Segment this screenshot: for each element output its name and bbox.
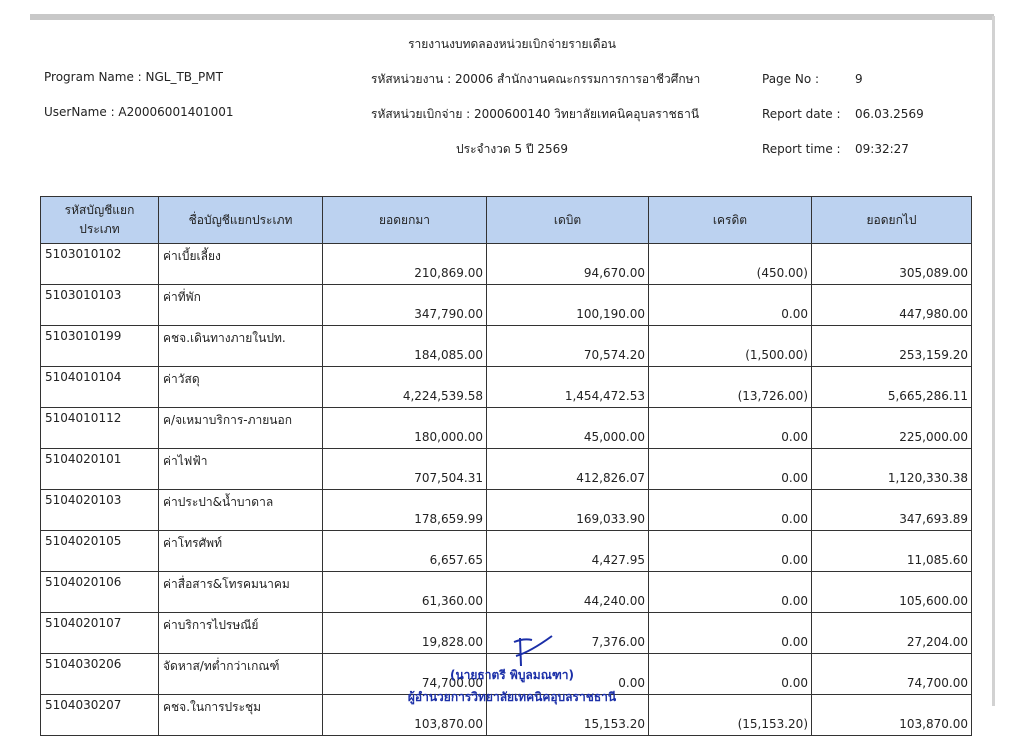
cell-debit: 412,826.07 [487, 449, 649, 490]
cell-account-name: คชจ.ในการประชุม [159, 695, 323, 736]
table-row [41, 531, 972, 572]
cell-credit: 0.00 [649, 285, 812, 326]
cell-opening-balance: 210,869.00 [323, 244, 487, 285]
cell-opening-balance: 184,085.00 [323, 326, 487, 367]
header-debit: เดบิต [487, 197, 649, 244]
header-account-name: ชื่อบัญชีแยกประเภท [159, 197, 323, 244]
table-row [41, 613, 972, 654]
cell-closing-balance: 1,120,330.38 [812, 449, 972, 490]
cell-closing-balance: 5,665,286.11 [812, 367, 972, 408]
cell-account-name: ค่าเบี้ยเลี้ยง [159, 244, 323, 285]
table-row [41, 367, 972, 408]
cell-account-name: ค่าประปา&น้ำบาดาล [159, 490, 323, 531]
cell-closing-balance: 27,204.00 [812, 613, 972, 654]
cell-credit: (1,500.00) [649, 326, 812, 367]
disbursing-unit-line: รหัสหน่วยเบิกจ่าย : 2000600140 วิทยาลัยเทคนิคอุบลราชธานี [371, 107, 700, 121]
report-time-value: 09:32:27 [855, 142, 909, 156]
cell-credit: 0.00 [649, 490, 812, 531]
cell-credit: 0.00 [649, 572, 812, 613]
cell-opening-balance: 180,000.00 [323, 408, 487, 449]
signatory-name: (นายธาตรี พิบูลมณฑา) [449, 668, 575, 682]
cell-closing-balance: 74,700.00 [812, 654, 972, 695]
cell-debit: 94,670.00 [487, 244, 649, 285]
cell-account-code: 5104020103 [41, 490, 159, 531]
cell-credit: (15,153.20) [649, 695, 812, 736]
report-period: ประจำงวด 5 ปี 2569 [456, 142, 568, 156]
cell-credit: 0.00 [649, 408, 812, 449]
table-header-row [41, 197, 972, 244]
cell-closing-balance: 225,000.00 [812, 408, 972, 449]
cell-debit: 100,190.00 [487, 285, 649, 326]
cell-credit: 0.00 [649, 449, 812, 490]
cell-account-name: คชจ.เดินทางภายในปท. [159, 326, 323, 367]
cell-opening-balance: 707,504.31 [323, 449, 487, 490]
scan-edge-right [992, 16, 995, 706]
cell-account-name: ค่าวัสดุ [159, 367, 323, 408]
signatory-position: ผู้อำนวยการวิทยาลัยเทคนิคอุบลราชธานี [407, 690, 617, 704]
scan-edge-top [30, 14, 994, 20]
page-no-label: Page No : [762, 72, 820, 86]
cell-debit: 45,000.00 [487, 408, 649, 449]
table-row [41, 490, 972, 531]
header-credit: เครดิต [649, 197, 812, 244]
cell-credit: (13,726.00) [649, 367, 812, 408]
cell-account-code: 5104010104 [41, 367, 159, 408]
cell-opening-balance: 61,360.00 [323, 572, 487, 613]
table-row [41, 285, 972, 326]
cell-account-code: 5104020101 [41, 449, 159, 490]
page-no-value: 9 [855, 72, 863, 86]
header-closing-balance: ยอดยกไป [812, 197, 972, 244]
cell-opening-balance: 103,870.00 [323, 695, 487, 736]
table-row [41, 572, 972, 613]
cell-debit: 1,454,472.53 [487, 367, 649, 408]
table-row [41, 449, 972, 490]
cell-closing-balance: 11,085.60 [812, 531, 972, 572]
signature-scribble [510, 632, 556, 668]
cell-credit: 0.00 [649, 613, 812, 654]
program-name: Program Name : NGL_TB_PMT [44, 70, 223, 84]
cell-account-code: 5104030206 [41, 654, 159, 695]
cell-closing-balance: 447,980.00 [812, 285, 972, 326]
cell-closing-balance: 253,159.20 [812, 326, 972, 367]
cell-closing-balance: 103,870.00 [812, 695, 972, 736]
header-account-code: รหัสบัญชีแยกประเภท [41, 197, 159, 244]
cell-opening-balance: 6,657.65 [323, 531, 487, 572]
trial-balance-table [40, 196, 972, 736]
report-title: รายงานงบทดลองหน่วยเบิกจ่ายรายเดือน [408, 37, 616, 51]
table-row [41, 244, 972, 285]
cell-account-name: จัดหาส/ทต่ำกว่าเกณฑ์ [159, 654, 323, 695]
cell-debit: 7,376.00 [487, 613, 649, 654]
cell-account-name: ค่าไฟฟ้า [159, 449, 323, 490]
cell-account-code: 5104030207 [41, 695, 159, 736]
cell-account-code: 5103010199 [41, 326, 159, 367]
cell-opening-balance: 178,659.99 [323, 490, 487, 531]
cell-opening-balance: 74,700.00 [323, 654, 487, 695]
cell-closing-balance: 347,693.89 [812, 490, 972, 531]
cell-account-code: 5104020106 [41, 572, 159, 613]
user-name: UserName : A20006001401001 [44, 105, 234, 119]
cell-debit: 169,033.90 [487, 490, 649, 531]
cell-debit: 70,574.20 [487, 326, 649, 367]
cell-debit: 4,427.95 [487, 531, 649, 572]
cell-account-code: 5103010103 [41, 285, 159, 326]
cell-credit: 0.00 [649, 531, 812, 572]
cell-credit: 0.00 [649, 654, 812, 695]
table-row [41, 408, 972, 449]
cell-account-code: 5104020105 [41, 531, 159, 572]
cell-account-name: ค่าบริการไปรษณีย์ [159, 613, 323, 654]
cell-opening-balance: 4,224,539.58 [323, 367, 487, 408]
cell-opening-balance: 19,828.00 [323, 613, 487, 654]
report-date-label: Report date : [762, 107, 841, 121]
cell-account-name: ค่าสื่อสาร&โทรคมนาคม [159, 572, 323, 613]
cell-debit: 44,240.00 [487, 572, 649, 613]
report-date-value: 06.03.2569 [855, 107, 924, 121]
table-row [41, 326, 972, 367]
cell-credit: (450.00) [649, 244, 812, 285]
report-time-label: Report time : [762, 142, 841, 156]
cell-account-name: ค/จเหมาบริการ-ภายนอก [159, 408, 323, 449]
agency-line: รหัสหน่วยงาน : 20006 สำนักงานคณะกรรมการการอาชีวศึกษา [371, 72, 701, 86]
cell-opening-balance: 347,790.00 [323, 285, 487, 326]
cell-account-code: 5104010112 [41, 408, 159, 449]
cell-debit: 0.00 [487, 654, 649, 695]
header-opening-balance: ยอดยกมา [323, 197, 487, 244]
cell-closing-balance: 305,089.00 [812, 244, 972, 285]
cell-closing-balance: 105,600.00 [812, 572, 972, 613]
cell-account-name: ค่าโทรศัพท์ [159, 531, 323, 572]
cell-account-code: 5104020107 [41, 613, 159, 654]
cell-account-name: ค่าที่พัก [159, 285, 323, 326]
cell-account-code: 5103010102 [41, 244, 159, 285]
cell-debit: 15,153.20 [487, 695, 649, 736]
